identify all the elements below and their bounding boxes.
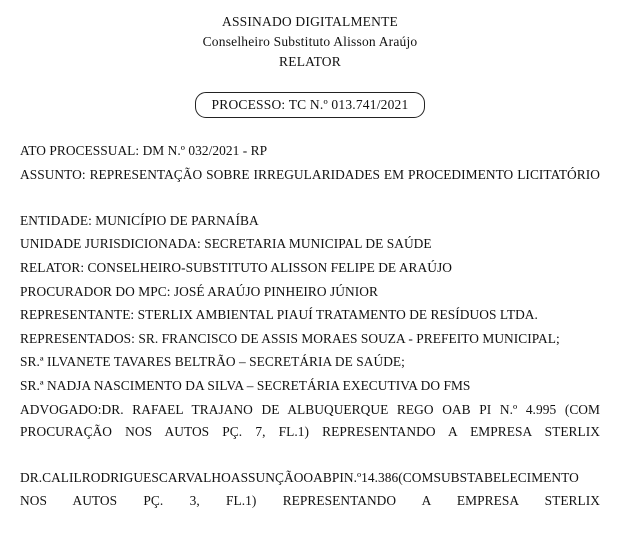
- field-advogado-calil: DR.CALILRODRIGUESCARVALHOASSUNÇÃOOABPIN.º14.386(COMSUBSTABELECIMENTO NOS AUTOS PÇ. 3, FL.1) REPRESENTANDO A EMPRESA STERLIX: [20, 470, 600, 508]
- field-entidade: ENTIDADE: MUNICÍPIO DE PARNAÍBA: [20, 212, 259, 228]
- process-number-badge: PROCESSO: TC N.º 013.741/2021: [195, 92, 426, 118]
- field-representados: REPRESENTADOS: SR. FRANCISCO DE ASSIS MORAES SOUZA - PREFEITO MUNICIPAL;: [20, 330, 560, 346]
- process-number-container: [18, 92, 602, 118]
- field-representante: REPRESENTANTE: STERLIX AMBIENTAL PIAUÍ TRATAMENTO DE RESÍDUOS LTDA.: [20, 307, 538, 323]
- field-ato-processual: ATO PROCESSUAL: DM N.º 032/2021 - RP: [20, 143, 268, 158]
- field-representado-secretaria-executiva: SR.ª NADJA NASCIMENTO DA SILVA – SECRETÁRIA EXECUTIVA DO FMS: [20, 377, 471, 393]
- field-assunto: ASSUNTO: REPRESENTAÇÃO SOBRE IRREGULARIDADES EM PROCEDIMENTO LICITATÓRIO: [20, 166, 600, 182]
- header-role: RELATOR: [279, 54, 341, 69]
- document-header: [18, 12, 602, 72]
- header-counselor-name: Conselheiro Substituto Alisson Araújo: [202, 34, 418, 49]
- field-advogado-rafael: ADVOGADO:DR. RAFAEL TRAJANO DE ALBUQUERQUE REGO OAB PI N.º 4.995 (COM PROCURAÇÃO NOS AUTOS PÇ. 7, FL.1) REPRESENTANDO A EMPRESA STERLIX: [20, 401, 600, 440]
- field-unidade-jurisdicionada: UNIDADE JURISDICIONADA: SECRETARIA MUNICIPAL DE SAÚDE: [20, 236, 432, 252]
- field-procurador-mpc: PROCURADOR DO MPC: JOSÉ ARAÚJO PINHEIRO JÚNIOR: [20, 283, 378, 299]
- document-body: [18, 140, 602, 535]
- header-signature-line: ASSINADO DIGITALMENTE: [222, 14, 398, 29]
- field-relator: RELATOR: CONSELHEIRO-SUBSTITUTO ALISSON FELIPE DE ARAÚJO: [20, 259, 452, 275]
- field-representado-secretaria-saude: SR.ª ILVANETE TAVARES BELTRÃO – SECRETÁRIA DE SAÚDE;: [20, 354, 405, 370]
